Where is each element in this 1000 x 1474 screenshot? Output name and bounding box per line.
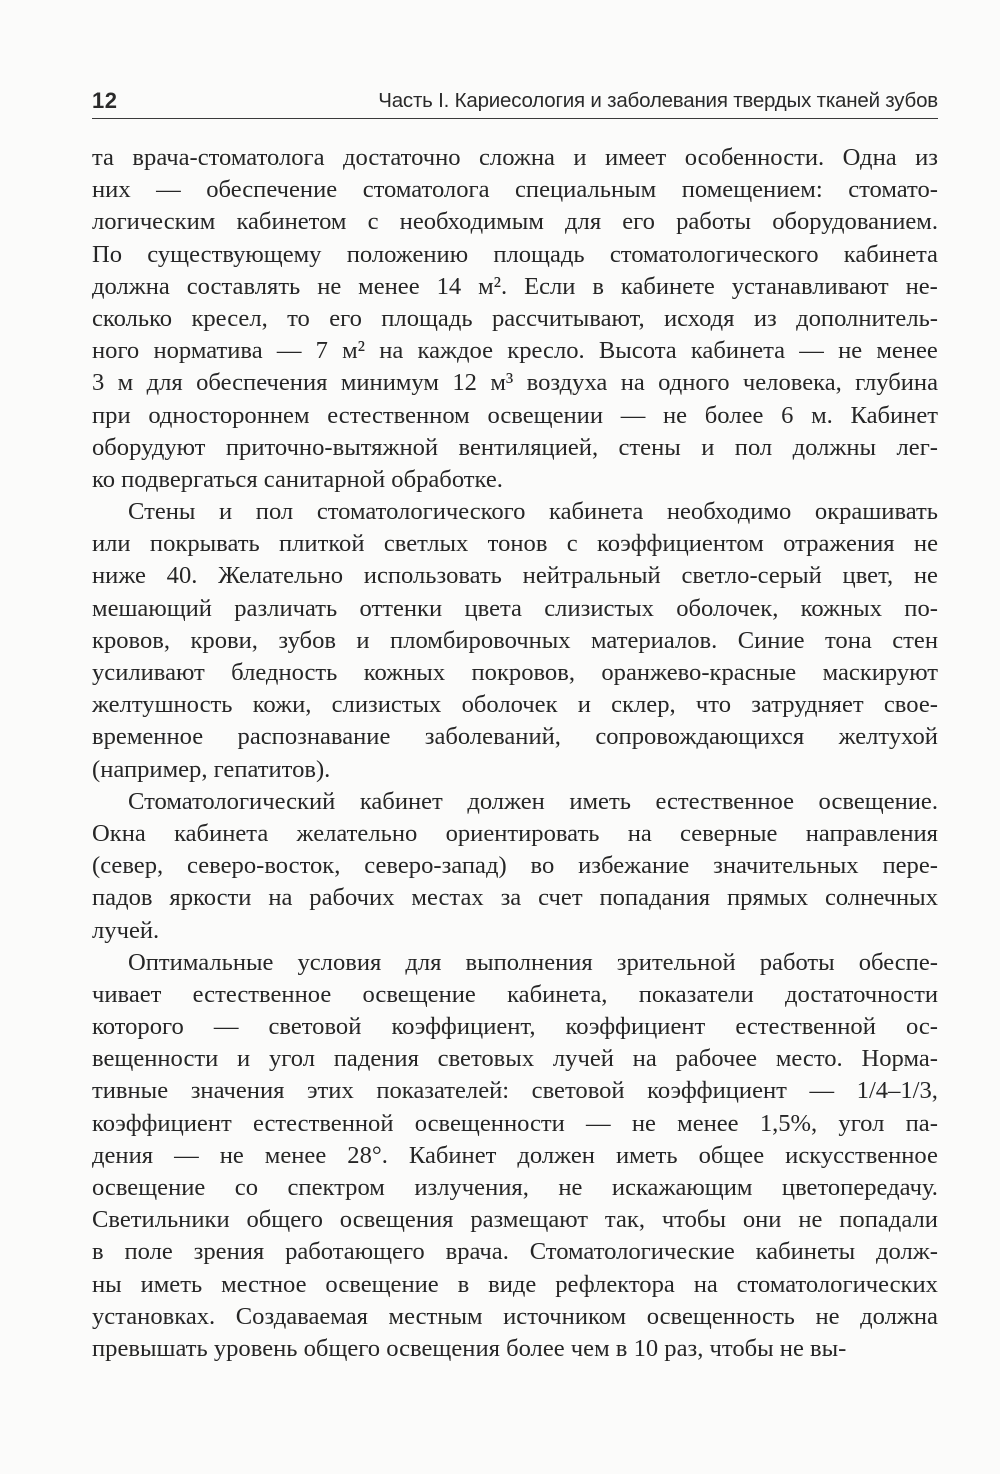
text-line: должна составлять не менее 14 м². Если в кабинете устанавливают не-	[92, 272, 938, 300]
text-line: та врача-стоматолога достаточно сложна и имеет особенности. Одна из	[92, 144, 938, 171]
paragraph	[92, 786, 938, 947]
text-line: лучей.	[92, 916, 160, 944]
text-line: или покрывать плиткой светлых тонов с коэффициентом отражения не	[92, 530, 938, 558]
text-line: установках. Создаваемая местным источником освещенность не должна	[92, 1302, 938, 1330]
text-line: логическим кабинетом с необходимым для его работы оборудованием.	[92, 208, 938, 236]
paragraph	[92, 496, 938, 786]
text-line: желтушность кожи, слизистых оболочек и склер, что затрудняет свое-	[92, 691, 938, 719]
text-line: дения — не менее 28°. Кабинет должен иметь общее искусственное	[92, 1141, 938, 1169]
text-line: кровов, крови, зубов и пломбировочных материалов. Синие тона стен	[92, 626, 938, 654]
text-line: падов яркости на рабочих местах за счет попадания прямых солнечных	[92, 884, 938, 912]
text-line: мешающий различать оттенки цвета слизистых оболочек, кожных по-	[92, 594, 938, 622]
body-text	[92, 142, 938, 1365]
text-line: Светильники общего освещения размещают так, чтобы они не попадали	[92, 1206, 938, 1234]
text-line: сколько кресел, то его площадь рассчитывают, исходя из дополнитель-	[92, 304, 938, 332]
running-head: Часть I. Кариесология и заболевания твердых тканей зубов	[378, 89, 938, 112]
text-line: временное распознавание заболеваний, сопровождающихся желтухой	[92, 723, 938, 751]
text-line: ны иметь местное освещение в виде рефлектора на стоматологических	[92, 1270, 938, 1298]
text-line: при одностороннем естественном освещении — не более 6 м. Кабинет	[92, 401, 938, 429]
text-line: них — обеспечение стоматолога специальным помещением: стомато-	[92, 176, 938, 204]
text-line: Оптимальные условия для выполнения зрительной работы обеспе-	[128, 948, 938, 976]
text-line: ко подвергаться санитарной обработке.	[92, 465, 503, 493]
text-line: Стены и пол стоматологического кабинета необходимо окрашивать	[128, 498, 938, 526]
text-line: По существующему положению площадь стоматологического кабинета	[92, 240, 938, 268]
text-line: (север, северо-восток, северо-запад) во избежание значительных пере-	[92, 852, 938, 880]
text-line: оборудуют приточно-вытяжной вентиляцией, стены и пол должны лег-	[92, 433, 938, 461]
text-line: 3 м для обеспечения минимум 12 м³ воздуха на одного человека, глубина	[92, 369, 938, 397]
paragraph	[92, 142, 938, 496]
text-line: вещенности и угол падения световых лучей на рабочее место. Норма-	[92, 1045, 938, 1073]
text-line: коэффициент естественной освещенности — не менее 1,5%, угол па-	[92, 1109, 938, 1137]
text-line: (например, гепатитов).	[92, 755, 331, 783]
text-line: превышать уровень общего освещения более чем в 10 раз, чтобы не вы-	[92, 1334, 847, 1362]
text-line: в поле зрения работающего врача. Стоматологические кабинеты долж-	[92, 1238, 938, 1266]
page-number: 12	[92, 88, 118, 113]
text-line: ного норматива — 7 м² на каждое кресло. Высота кабинета — не менее	[92, 337, 938, 365]
paragraph	[92, 947, 938, 1365]
text-line: освещение со спектром излучения, не искажающим цветопередачу.	[92, 1174, 938, 1201]
text-line: тивные значения этих показателей: световой коэффициент — 1/4–1/3,	[92, 1077, 938, 1105]
text-line: которого — световой коэффициент, коэффициент естественной ос-	[92, 1013, 938, 1041]
page-header	[92, 82, 938, 119]
text-line: Стоматологический кабинет должен иметь естественное освещение.	[128, 787, 938, 815]
text-line: Окна кабинета желательно ориентировать на северные направления	[92, 819, 938, 847]
text-line: усиливают бледность кожных покровов, оранжево-красные маскируют	[92, 659, 938, 686]
text-line: ниже 40. Желательно использовать нейтральный светло-серый цвет, не	[92, 562, 938, 590]
text-line: чивает естественное освещение кабинета, показатели достаточности	[92, 980, 938, 1008]
